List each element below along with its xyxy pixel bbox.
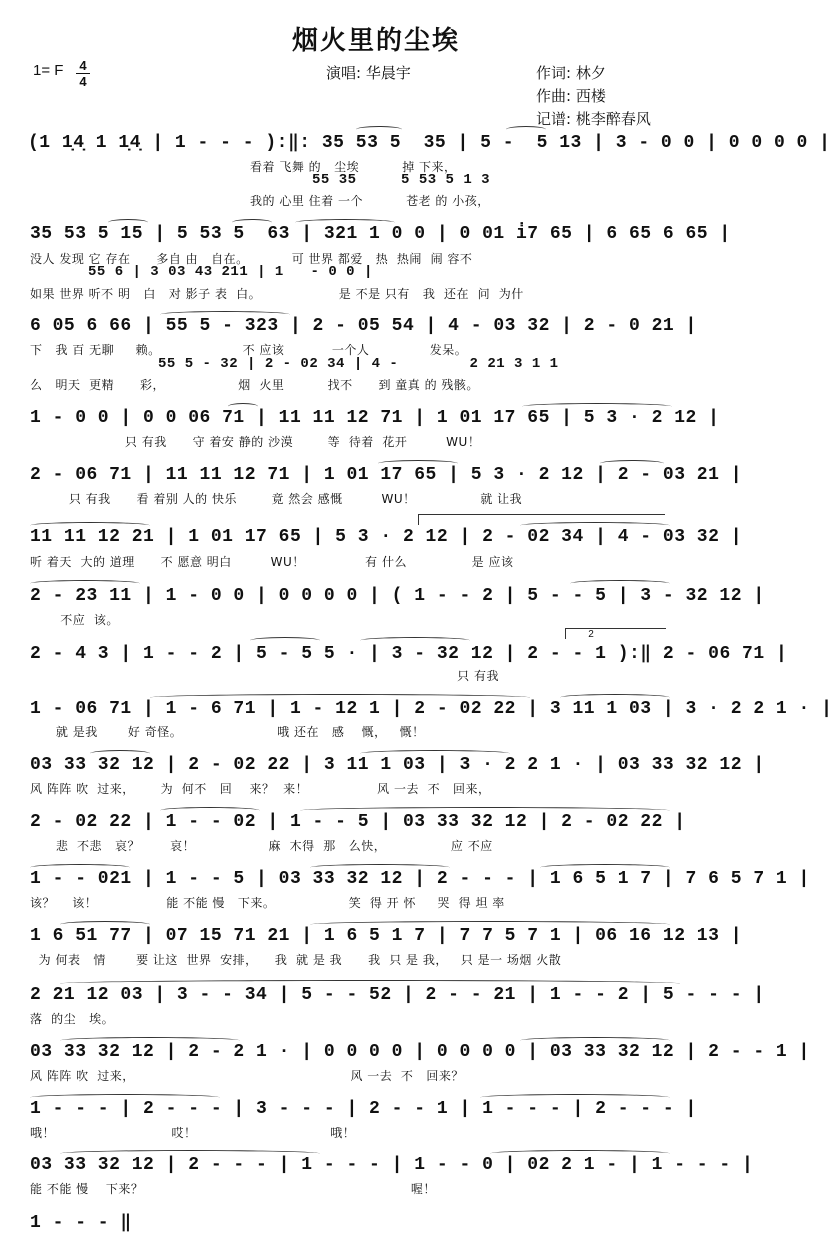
slur-mark bbox=[480, 1094, 670, 1101]
notation-line: 1 - - - | 2 - - - | 3 - - - | 2 - - 1 | 1 - - - | 2 - - - | bbox=[30, 1099, 697, 1119]
lyric-line: 悲 不悲 哀？ 哀！ 麻 木得 那 么快， 应 不应 bbox=[30, 839, 493, 853]
slur-mark bbox=[570, 580, 670, 587]
slur-mark bbox=[30, 864, 130, 871]
slur-mark bbox=[520, 1037, 670, 1044]
lyric-line: 落 的尘 埃。 bbox=[30, 1012, 115, 1026]
notation-line-alt: 55 35 5 53 5 1 3 bbox=[312, 172, 491, 188]
slur-mark bbox=[300, 807, 670, 814]
lyric-line: 只 有我 bbox=[30, 669, 499, 683]
slur-mark bbox=[60, 921, 150, 928]
notation-line: 2 - 23 11 | 1 - 0 0 | 0 0 0 0 | ( 1 - - 2 | 5 - - 5 | 3 - 32 12 | bbox=[30, 586, 765, 606]
lyric-line: 该？ 该！ 能 不能 慢 下来。 笑 得 开 怀 哭 得 坦 率 bbox=[30, 896, 505, 910]
notation-line: 2 21 12 03 | 3 - - 34 | 5 - - 52 | 2 - - 21 | 1 - - 2 | 5 - - - | bbox=[30, 985, 765, 1005]
lyric-line: 没人 发现 它 存在 多自 由 自在。 可 世界 都爱 热 热闹 闹 容不 bbox=[30, 252, 473, 266]
lyric-line: 下 我 百 无聊 赖。 不 应该 一个人 发呆。 bbox=[30, 343, 468, 357]
slur-mark bbox=[60, 1150, 320, 1157]
slur-mark bbox=[90, 750, 150, 757]
volta-bracket: 2 bbox=[565, 628, 666, 639]
slur-mark bbox=[310, 921, 670, 928]
lyric-line: 能 不能 慢 下来？ 喔！ bbox=[30, 1182, 436, 1196]
lyric-line: 就 是我 好 奇怪。 哦 还在 感 慨， 慨！ bbox=[30, 725, 425, 739]
slur-mark bbox=[30, 522, 150, 529]
notation-line: 2 - 4 3 | 1 - - 2 | 5 - 5 5 · | 3 - 32 12 | 2 - - 1 ):‖ 2 - 06 71 | bbox=[30, 644, 788, 664]
time-signature-top: 4 bbox=[79, 58, 87, 73]
slur-mark bbox=[522, 403, 672, 410]
slur-mark bbox=[228, 403, 258, 410]
notation-line: 03 33 32 12 | 2 - - - | 1 - - - | 1 - - 0 | 02 2 1 - | 1 - - - | bbox=[30, 1155, 754, 1175]
slur-mark bbox=[160, 311, 290, 318]
slur-mark bbox=[250, 637, 320, 644]
slur-mark bbox=[232, 219, 272, 226]
lyric-line: 只 有我 守 着安 静的 沙漠 等 待着 花开 WU！ bbox=[30, 435, 481, 449]
notation-line: 1 - 06 71 | 1 - 6 71 | 1 - 12 1 | 2 - 02 22 | 3 11 1 03 | 3 · 2 2 1 · | bbox=[30, 699, 832, 719]
slur-mark bbox=[600, 460, 664, 467]
notation-line: 2 - 06 71 | 11 11 12 71 | 1 01 17 65 | 5 3 · 2 12 | 2 - 03 21 | bbox=[30, 465, 743, 485]
notation-line-alt: 55 5 - 32 | 2 - 02 34 | 4 - 2 21 3 1 1 bbox=[158, 356, 559, 372]
slur-mark bbox=[295, 219, 395, 226]
slur-mark bbox=[360, 750, 510, 757]
notation-line: 03 33 32 12 | 2 - 2 1 · | 0 0 0 0 | 0 0 0 0 | 03 33 32 12 | 2 - - 1 | bbox=[30, 1042, 810, 1062]
slur-mark bbox=[150, 694, 530, 701]
notation-line: 1 6 51 77 | 07 15 71 21 | 1 6 5 1 7 | 7 7 5 7 1 | 06 16 12 13 | bbox=[30, 926, 743, 946]
notation-line: 6 05 6 66 | 55 5 - 323 | 2 - 05 54 | 4 - 03 32 | 2 - 0 21 | bbox=[30, 316, 697, 336]
time-signature bbox=[76, 59, 90, 88]
lyric-line-alt: 我的 心里 住着 一个 苍老 的 小孩， bbox=[250, 194, 490, 208]
lyric-line-alt: 么 明天 更精 彩， 烟 火里 找不 到 童真 的 残骸。 bbox=[30, 378, 479, 392]
time-signature-bottom: 4 bbox=[79, 74, 87, 89]
slur-mark bbox=[490, 1150, 670, 1157]
transcriber-credit: 记谱: 桃李醉春风 bbox=[536, 110, 651, 128]
notation-line: 1 - - 021 | 1 - - 5 | 03 33 32 12 | 2 - - - | 1 6 5 1 7 | 7 6 5 7 1 | bbox=[30, 869, 810, 889]
slur-mark bbox=[506, 126, 546, 133]
lyric-line-alt: 如果 世界 听不 明 白 对 影子 表 白。 是 不是 只有 我 还在 问 为什 bbox=[30, 287, 524, 301]
slur-mark bbox=[310, 864, 450, 871]
slur-mark bbox=[560, 694, 670, 701]
lyricist-credit: 作词: 林夕 bbox=[536, 64, 606, 82]
notation-line: 1 - 0 0 | 0 0 06 71 | 11 11 12 71 | 1 01 17 65 | 5 3 · 2 12 | bbox=[30, 408, 720, 428]
lyric-line: 哦！ 哎！ 哦！ bbox=[30, 1126, 356, 1140]
key-signature: 1= F bbox=[33, 62, 64, 79]
composer-credit: 作曲: 西楼 bbox=[536, 87, 606, 105]
notation-line-alt: 55 6 | 3 03 43 211 | 1 - 0 0 | bbox=[88, 264, 373, 280]
notation-line: 1 - - - ‖ bbox=[30, 1213, 132, 1233]
slur-mark bbox=[540, 864, 670, 871]
singer-credit: 演唱: 华晨宇 bbox=[326, 64, 411, 82]
lyric-line: 风 阵阵 吹 过来， 为 何不 回 来？ 来！ 风 一去 不 回来， bbox=[30, 782, 491, 796]
slur-mark bbox=[30, 580, 140, 587]
slur-mark bbox=[520, 522, 670, 529]
lyric-line: 不应 该。 bbox=[30, 613, 119, 627]
slur-mark bbox=[160, 807, 260, 814]
notation-line: 03 33 32 12 | 2 - 02 22 | 3 11 1 03 | 3 · 2 2 1 · | 03 33 32 12 | bbox=[30, 755, 765, 775]
slur-mark bbox=[360, 637, 470, 644]
slur-mark bbox=[60, 1037, 240, 1044]
slur-mark bbox=[378, 460, 458, 467]
notation-line: 11 11 12 21 | 1 01 17 65 | 5 3 · 2 12 | 2 - 02 34 | 4 - 03 32 | bbox=[30, 527, 743, 547]
lyric-line: 为 何表 情 要 让这 世界 安排， 我 就 是 我 我 只 是 我， 只 是一 场烟 火散 bbox=[30, 953, 562, 967]
lyric-line: 只 有我 看 着别 人的 快乐 竟 然会 感慨 WU！ 就 让我 bbox=[30, 492, 523, 506]
song-title: 烟火里的尘埃 bbox=[292, 26, 461, 56]
lyric-line: 听 着天 大的 道理 不 愿意 明白 WU！ 有 什么 是 应该 bbox=[30, 555, 514, 569]
notation-line: 35 53 5 15 | 5 53 5 63 | 321 1 0 0 | 0 01 i̇7 65 | 6 65 6 65 | bbox=[30, 224, 731, 244]
slur-mark bbox=[60, 980, 680, 987]
slur-mark bbox=[30, 1094, 220, 1101]
notation-line: (1 1̣4̣ 1 1̣4̣ | 1 - - - ):‖: 35 53 5 35 | 5 - 5 13 | 3 - 0 0 | 0 0 0 0 | bbox=[28, 133, 831, 153]
notation-line: 2 - 02 22 | 1 - - 02 | 1 - - 5 | 03 33 32 12 | 2 - 02 22 | bbox=[30, 812, 686, 832]
slur-mark bbox=[356, 126, 402, 133]
slur-mark bbox=[108, 219, 148, 226]
lyric-line: 看着 飞舞 的 尘埃 掉 下来， bbox=[250, 160, 457, 174]
lyric-line: 风 阵阵 吹 过来， 风 一去 不 回来？ bbox=[30, 1069, 464, 1083]
